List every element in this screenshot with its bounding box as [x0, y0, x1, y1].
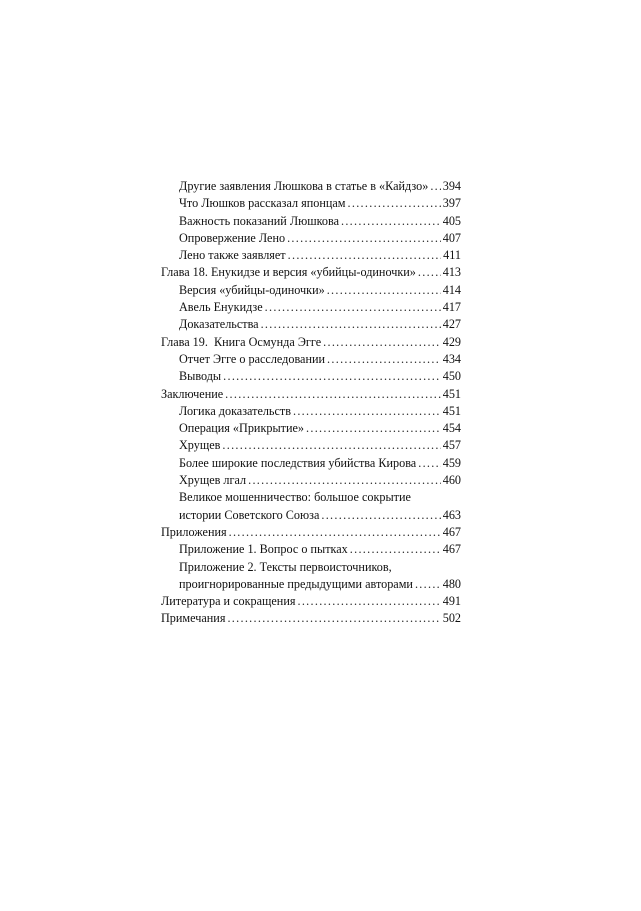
- dot-leader: [225, 386, 441, 403]
- toc-entry-title: Опровержение Лено: [179, 230, 286, 245]
- toc-entry-title: Приложения: [161, 524, 227, 539]
- dot-leader: [222, 437, 440, 454]
- toc-entry-page: 460: [442, 473, 461, 488]
- toc-chapter-entry[interactable]: [161, 386, 461, 403]
- toc-entry-title: Операция «Прикрытие»: [179, 421, 304, 436]
- toc-entry[interactable]: [161, 195, 461, 212]
- toc-entry-title: Хрущев лгал: [179, 473, 247, 488]
- toc-entry-title-line1: Приложение 2. Тексты первоисточников,: [179, 559, 392, 574]
- toc-entry-title: Глава 19. Книга Осмунда Эгге: [161, 334, 322, 349]
- toc-entry-title: Глава 18. Енукидзе и версия «убийцы-одиночки»: [161, 265, 416, 280]
- toc-entry[interactable]: [161, 316, 461, 333]
- toc-entry-page: 417: [442, 300, 461, 315]
- toc-entry[interactable]: [161, 437, 461, 454]
- toc-entry-page: 394: [442, 179, 461, 193]
- toc-entry[interactable]: [161, 230, 461, 247]
- toc-entry-page: 434: [442, 351, 461, 366]
- toc-entry-page: 457: [442, 438, 461, 453]
- toc-entry[interactable]: [161, 299, 461, 316]
- dot-leader: [321, 507, 440, 524]
- toc-entry[interactable]: [161, 541, 461, 558]
- toc-entry-page: 480: [442, 576, 461, 591]
- dot-leader: [418, 264, 441, 281]
- toc-entry-title: Заключение: [161, 386, 224, 401]
- toc-entry[interactable]: [161, 420, 461, 437]
- toc-entry-page: 411: [443, 248, 461, 263]
- toc-entry-page: 463: [442, 507, 461, 522]
- toc-entry-page: 491: [442, 594, 461, 609]
- toc-entry-page: 502: [442, 611, 461, 626]
- dot-leader: [248, 472, 441, 489]
- toc-entry[interactable]: [161, 213, 461, 230]
- toc-entry-title: Примечания: [161, 611, 226, 626]
- dot-leader: [327, 282, 441, 299]
- toc-entry[interactable]: [161, 247, 461, 264]
- toc-entry-title: Литература и сокращения: [161, 594, 296, 609]
- toc-entry[interactable]: [161, 472, 461, 489]
- toc-entry-title: Авель Енукидзе: [179, 300, 263, 315]
- toc-entry-title: Лено также заявляет: [179, 248, 286, 263]
- toc-entry-title: Важность показаний Люшкова: [179, 213, 339, 228]
- dot-leader: [415, 576, 441, 593]
- toc-entry-title: Приложение 1. Вопрос о пытках: [179, 542, 348, 557]
- toc-entry-page: 451: [442, 403, 461, 418]
- toc-entry[interactable]: [161, 489, 461, 524]
- toc-entry-page: 454: [442, 421, 461, 436]
- toc-entry-title: Доказательства: [179, 317, 259, 332]
- dot-leader: [306, 420, 441, 437]
- dot-leader: [288, 247, 442, 264]
- toc-entry-page: 405: [442, 213, 461, 228]
- toc-entry-page: 414: [442, 282, 461, 297]
- dot-leader: [265, 299, 441, 316]
- toc-entry-page: 451: [442, 386, 461, 401]
- dot-leader: [430, 178, 440, 195]
- table-of-contents: [161, 178, 461, 628]
- toc-entry[interactable]: [161, 403, 461, 420]
- toc-entry-title: Отчет Эгге о расследовании: [179, 351, 326, 366]
- toc-entry-page: 459: [442, 455, 461, 470]
- dot-leader: [348, 195, 441, 212]
- toc-entry-title: Выводы: [179, 369, 222, 384]
- toc-entry-title: Версия «убийцы-одиночки»: [179, 282, 325, 297]
- dot-leader: [418, 455, 441, 472]
- toc-entry[interactable]: [161, 178, 461, 195]
- toc-entry[interactable]: [161, 455, 461, 472]
- toc-chapter-entry[interactable]: [161, 610, 461, 627]
- toc-entry-page: 407: [442, 230, 461, 245]
- dot-leader: [227, 610, 440, 627]
- toc-chapter-entry[interactable]: [161, 334, 461, 351]
- toc-entry-page: 427: [442, 317, 461, 332]
- toc-entry[interactable]: [161, 559, 461, 594]
- toc-entry-page: 450: [442, 369, 461, 384]
- dot-leader: [229, 524, 441, 541]
- toc-entry-title: истории Советского Союза: [179, 507, 320, 522]
- toc-entry-title: Логика доказательств: [179, 403, 291, 418]
- dot-leader: [323, 334, 441, 351]
- toc-entry-title: проигнорированные предыдущими авторами: [179, 576, 413, 591]
- dot-leader: [350, 541, 441, 558]
- toc-entry-title-line1: Великое мошенничество: большое сокрытие: [179, 490, 411, 505]
- toc-entry-page: 429: [442, 334, 461, 349]
- dot-leader: [327, 351, 441, 368]
- toc-chapter-entry[interactable]: [161, 524, 461, 541]
- dot-leader: [287, 230, 441, 247]
- toc-entry-title: Хрущев: [179, 438, 221, 453]
- dot-leader: [261, 316, 441, 333]
- toc-entry-page: 413: [442, 265, 461, 280]
- toc-entry-title: Более широкие последствия убийства Кирова: [179, 455, 417, 470]
- toc-entry-title: Другие заявления Люшкова в статье в «Кайдзо»: [179, 179, 429, 193]
- toc-entry[interactable]: [161, 351, 461, 368]
- toc-chapter-entry[interactable]: [161, 264, 461, 281]
- toc-entry[interactable]: [161, 368, 461, 385]
- toc-entry-title: Что Люшков рассказал японцам: [179, 196, 346, 211]
- toc-entry-page: 397: [442, 196, 461, 211]
- toc-entry-page: 467: [442, 524, 461, 539]
- dot-leader: [293, 403, 441, 420]
- toc-chapter-entry[interactable]: [161, 593, 461, 610]
- toc-entry-page: 467: [442, 542, 461, 557]
- dot-leader: [297, 593, 440, 610]
- dot-leader: [341, 213, 441, 230]
- toc-entry[interactable]: [161, 282, 461, 299]
- dot-leader: [223, 368, 441, 385]
